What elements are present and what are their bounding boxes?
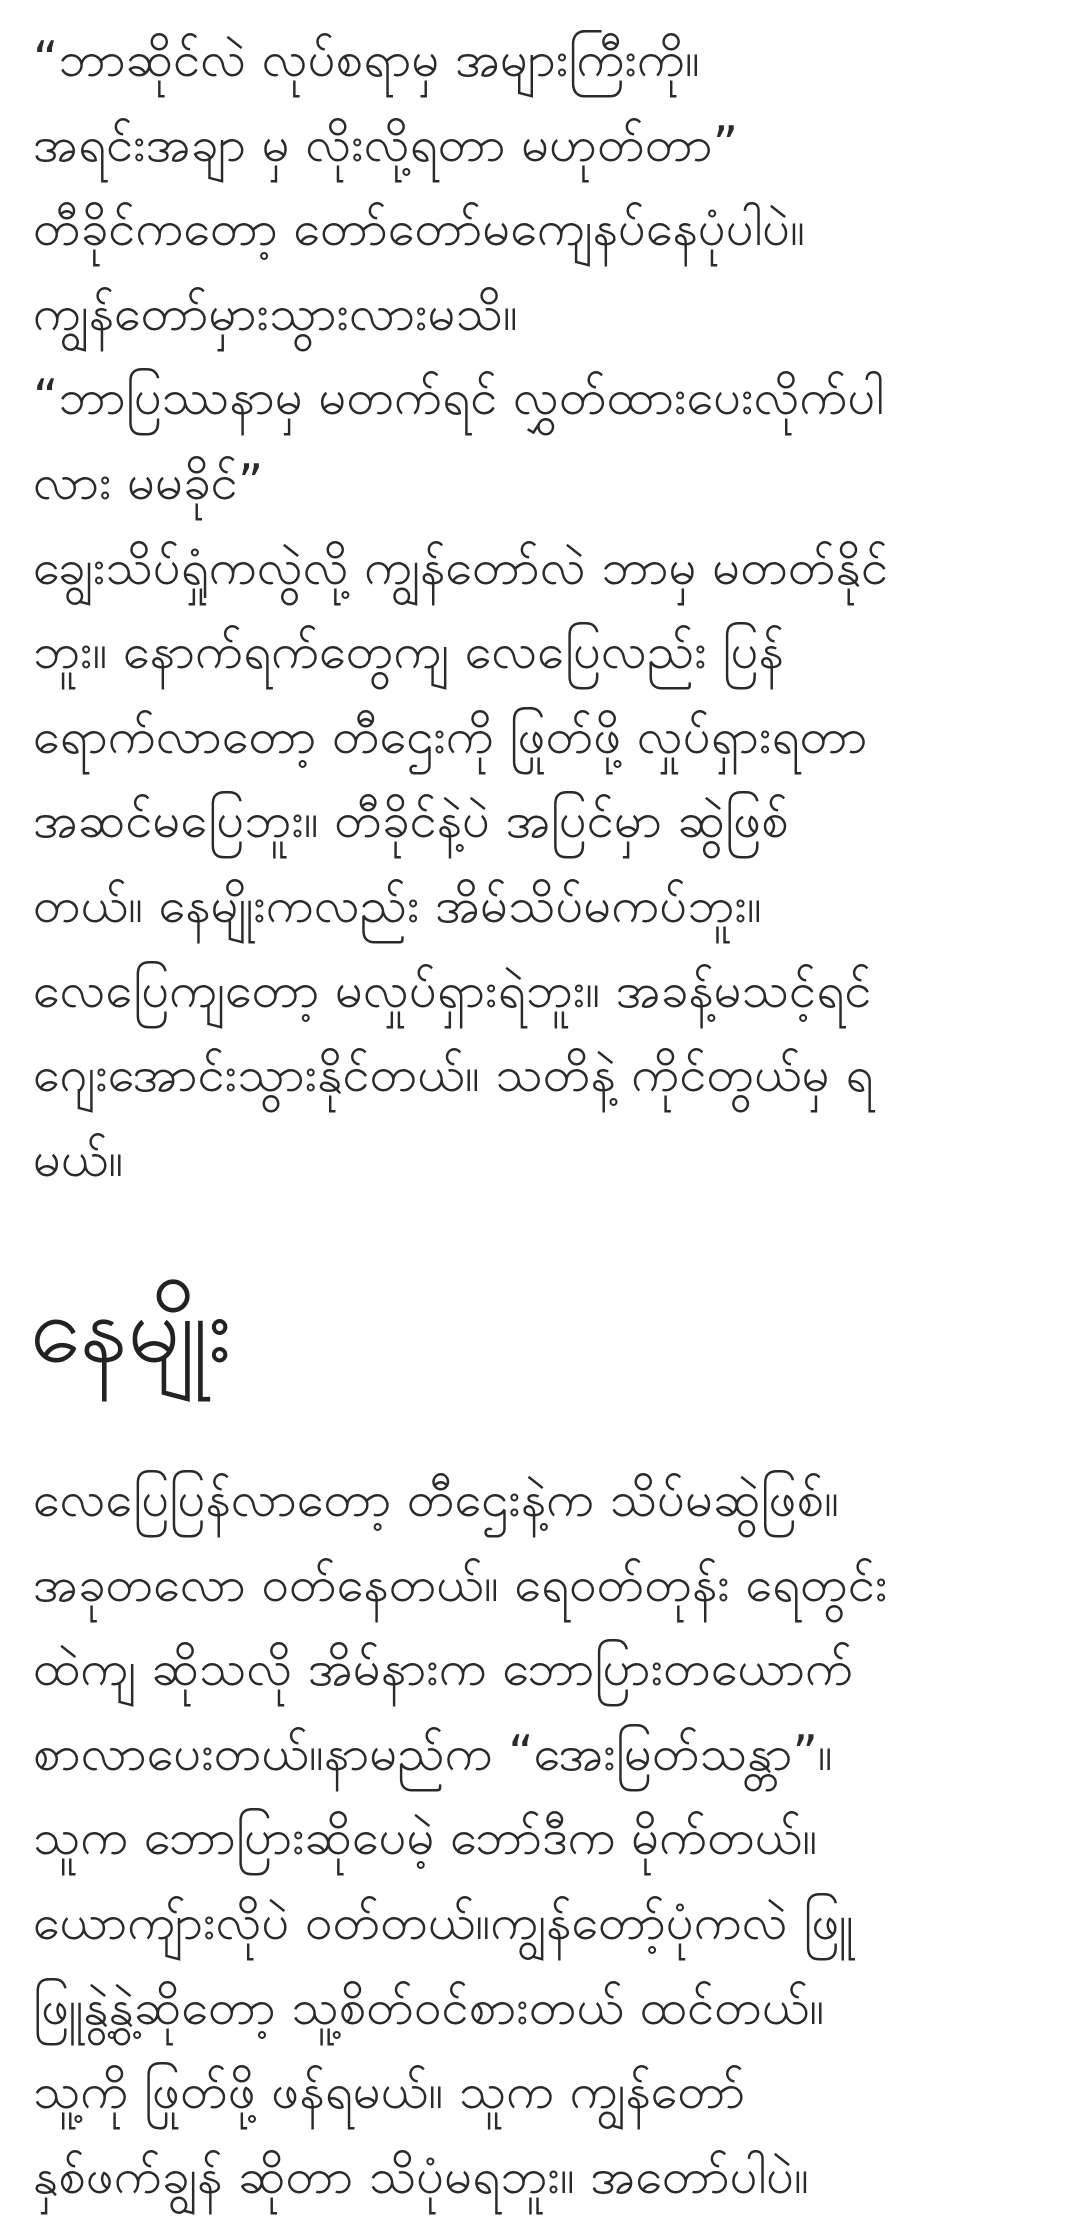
text-line: ဘူး။ နောက်ရက်တွေကျ လေပြေလည်း ပြန်: [33, 623, 784, 681]
paragraph: [33, 18, 1053, 1202]
text-line: အဆင်မပြေဘူး။ တီခိုင်နဲ့ပဲ အပြင်မှာ ဆွဲဖြစ်: [33, 792, 789, 850]
section-heading: နေမျိုး: [30, 1276, 232, 1383]
text-line: ထဲကျ ဆိုသလို အိမ်နားက ဘောပြားတယောက်: [33, 1640, 854, 1698]
text-line: နှစ်ဖက်ချွန် ဆိုတာ သိပုံမရဘူး။ အတော်ပါပဲ။: [33, 2147, 809, 2205]
text-line: အခုတလော ဝတ်နေတယ်။ ရေဝတ်တုန်း ရေတွင်း: [33, 1555, 888, 1613]
text-line: ကျွန်တော်မှားသွားလားမသိ။: [33, 284, 518, 342]
text-line: လေပြေပြန်လာတော့ တီဌေးနဲ့က သိပ်မဆွဲဖြစ်။: [33, 1471, 840, 1528]
text-line: ဂျေးအောင်းသွားနိုင်တယ်။ သတိနဲ့ ကိုင်တွယ်မှ ရ: [33, 1046, 874, 1104]
text-line: တီခိုင်ကတော့ တော်တော်မကျေနပ်နေပုံပါပဲ။: [33, 200, 806, 258]
text-line: ယောကျ်ားလိုပဲ ဝတ်တယ်။ကျွန်တော့်ပုံကလဲ ဖြူ: [33, 1893, 854, 1951]
text-line: သူက ဘောပြားဆိုပေမဲ့ ဘော်ဒီက မိုက်တယ်။: [33, 1809, 818, 1867]
text-line: လေပြေကျတော့ မလှုပ်ရှားရဲဘူး။ အခန့်မသင့်ရင်: [33, 961, 872, 1019]
text-line: အရင်းအချာ မှ လိုးလို့ရတာ မဟုတ်တာ”: [33, 115, 739, 173]
text-line: စာလာပေးတယ်။နာမည်က “အေးမြတ်သန္တာ”။: [33, 1724, 833, 1782]
text-line: သူ့ကို ဖြုတ်ဖို့ ဖန်ရမယ်။ သူက ကျွန်တော်: [33, 2063, 746, 2121]
paragraph: [33, 1458, 1053, 2219]
text-line: “ဘာပြဿနာမှ မတက်ရင် လွှတ်ထားပေးလိုက်ပါ: [33, 369, 884, 427]
text-line: “ဘာဆိုင်လဲ လုပ်စရာမှ အများကြီးကို။: [33, 31, 700, 88]
text-line: မယ်။: [33, 1130, 124, 1188]
text-line: ချွေးသိပ်ရှုံကလွဲလို့ ကျွန်တော်လဲ ဘာမှ မတတ်နိုင်: [33, 538, 889, 596]
text-line: လား မမခိုင်”: [33, 453, 264, 511]
text-line: ရောက်လာတော့ တီဌေးကို ဖြုတ်ဖို့ လှုပ်ရှားရတာ: [33, 707, 868, 765]
text-line: တယ်။ နေမျိုးကလည်း အိမ်သိပ်မကပ်ဘူး။: [33, 876, 762, 934]
text-line: ဖြူနွဲ့နွဲ့ဆိုတော့ သူ့စိတ်ဝင်စားတယ် ထင်တယ်။: [33, 1978, 825, 2036]
